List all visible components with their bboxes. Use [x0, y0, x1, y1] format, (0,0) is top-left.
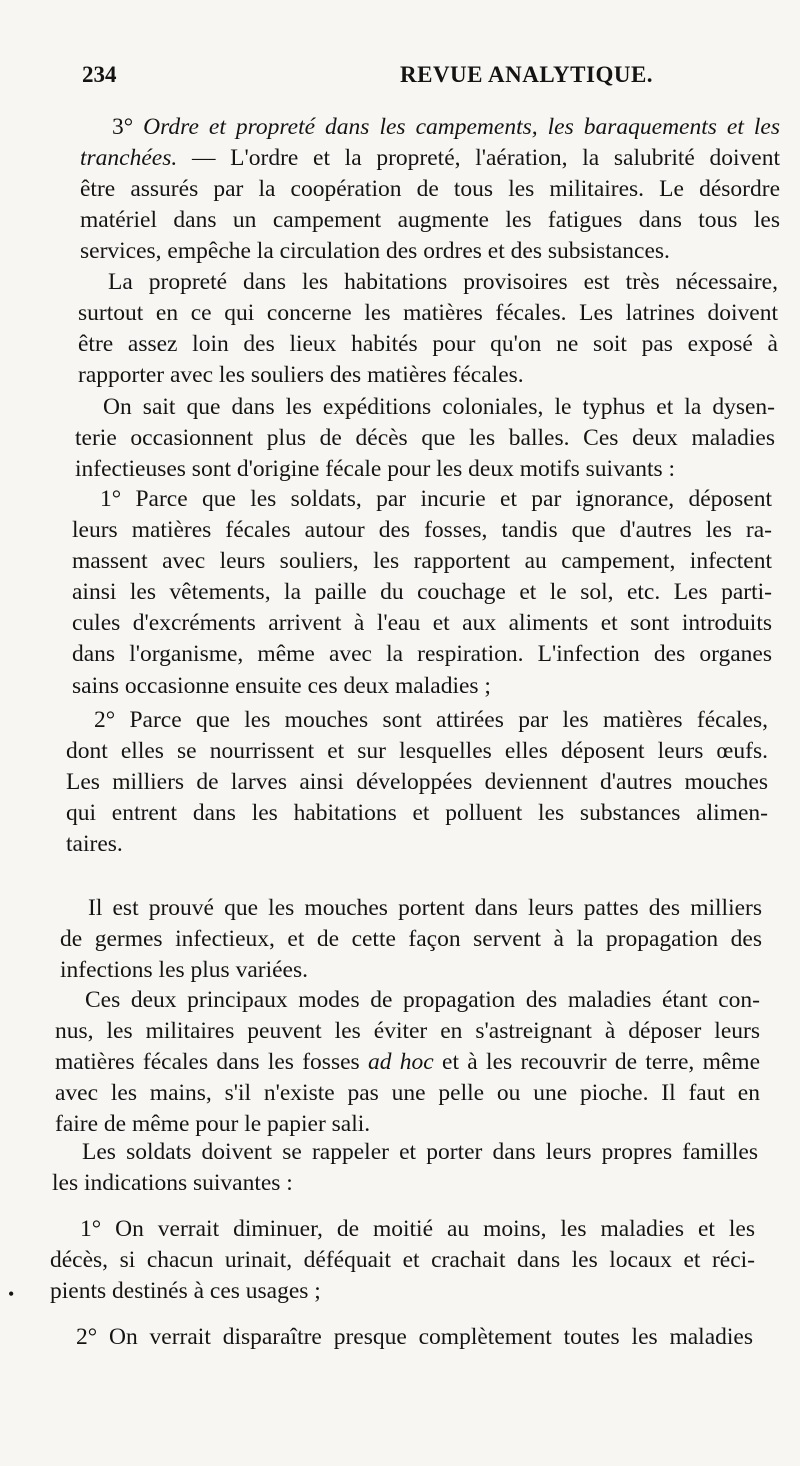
- text-line: Les milliers de larves ainsi développées deviennent d'autres mouches: [66, 769, 768, 796]
- text-line: avec les mains, s'il n'existe pas une pelle ou une pioche. Il faut en: [55, 1080, 760, 1107]
- text-line: pients destinés à ces usages ;: [50, 1278, 321, 1305]
- text-line: Les soldats doivent se rappeler et porter dans leurs propres familles: [82, 1139, 758, 1165]
- text-line: infections les plus variées.: [60, 957, 308, 984]
- text-line: On sait que dans les expéditions coloniales, le typhus et la dysen-: [103, 394, 775, 420]
- page-number: 234: [82, 62, 117, 87]
- text-line: dont elles se nourrissent et sur lesquelles elles déposent leurs œufs.: [66, 738, 768, 765]
- text-line: être assurés par la coopération de tous les militaires. Le désordre: [80, 176, 780, 202]
- list-item: [50, 1214, 755, 1307]
- text-line: dans l'organisme, même avec la respiration. L'infection des organes: [72, 641, 772, 668]
- section-heading-line: [80, 143, 780, 174]
- section-title-line2: tranchées.: [80, 145, 178, 172]
- text-line: surtout en ce qui concerne les matières fécales. Les latrines doivent: [78, 300, 778, 327]
- text-line: matériel dans un campement augmente les fatigues dans tous les: [80, 207, 780, 234]
- text-line: Ces deux principaux modes de propagation des maladies étant con-: [85, 987, 760, 1013]
- section-title-line1: Ordre et propreté dans les campements, les baraquements et les: [143, 114, 780, 140]
- running-title: REVUE ANALYTIQUE.: [400, 62, 654, 87]
- text-line: leurs matières fécales autour des fosses, tandis que d'autres les ra-: [72, 517, 772, 544]
- text-line: qui entrent dans les habitations et polluent les substances alimen-: [66, 800, 768, 827]
- section-lead: — L'ordre et la propreté, l'aération, la salubrité doivent: [191, 145, 781, 172]
- page-header: [80, 62, 770, 96]
- section-heading: [80, 112, 780, 174]
- text-line: sains occasionne ensuite ces deux maladies ;: [72, 672, 491, 699]
- text-line: massent avec leurs souliers, les rapportent au campement, infectent: [72, 548, 772, 575]
- paragraph: [52, 1137, 758, 1199]
- text-line: cules d'excréments arrivent à l'eau et aux aliments et sont introduits: [72, 610, 772, 637]
- print-speck: •: [8, 1284, 15, 1304]
- text-line: faire de même pour le papier sali.: [55, 1111, 371, 1138]
- paragraph: [55, 985, 760, 1140]
- paragraph: [75, 392, 775, 485]
- list-item: [72, 484, 772, 702]
- text-line: être assez loin des lieux habités pour qu'on ne soit pas exposé à: [78, 331, 778, 358]
- text-line: matières fécales dans les fosses ad hoc et à les recouvrir de terre, même: [55, 1049, 760, 1076]
- text-line: taires.: [66, 831, 123, 858]
- text-line: 2° On verrait disparaître presque complètement toutes les maladies: [76, 1324, 753, 1350]
- text-line: ainsi les vêtements, la paille du couchage et le sol, etc. Les parti-: [72, 579, 772, 606]
- text-line: 1° On verrait diminuer, de moitié au moins, les maladies et les: [80, 1216, 755, 1242]
- section-number: 3°: [112, 114, 134, 140]
- text-line: services, empêche la circulation des ordres et des subsistances.: [80, 238, 670, 265]
- section-heading-line: [80, 112, 780, 143]
- paragraph: [60, 893, 762, 986]
- text-line: Il est prouvé que les mouches portent dans leurs pattes des milliers: [88, 895, 762, 921]
- list-item: [66, 705, 768, 860]
- text-line: La propreté dans les habitations provisoires est très nécessaire,: [108, 269, 778, 295]
- text-line: décès, si chacun urinait, déféquait et crachait dans les locaux et réci-: [50, 1247, 755, 1274]
- text-line: terie occasionnent plus de décès que les balles. Ces deux maladies: [75, 425, 775, 452]
- list-item: [48, 1322, 753, 1353]
- paragraph: [78, 267, 778, 391]
- paragraph: [80, 174, 780, 267]
- text-line: 2° Parce que les mouches sont attirées par les matières fécales,: [94, 707, 768, 733]
- text-line: nus, les militaires peuvent les éviter en s'astreignant à déposer leurs: [55, 1018, 760, 1045]
- text-line: les indications suivantes :: [52, 1170, 293, 1197]
- text-line: de germes infectieux, et de cette façon servent à la propagation des: [60, 926, 762, 953]
- text-line: infectieuses sont d'origine fécale pour les deux motifs suivants :: [75, 456, 676, 483]
- text-line: 1° Parce que les soldats, par incurie et par ignorance, déposent: [100, 486, 772, 512]
- text-line: rapporter avec les souliers des matières fécales.: [78, 362, 524, 389]
